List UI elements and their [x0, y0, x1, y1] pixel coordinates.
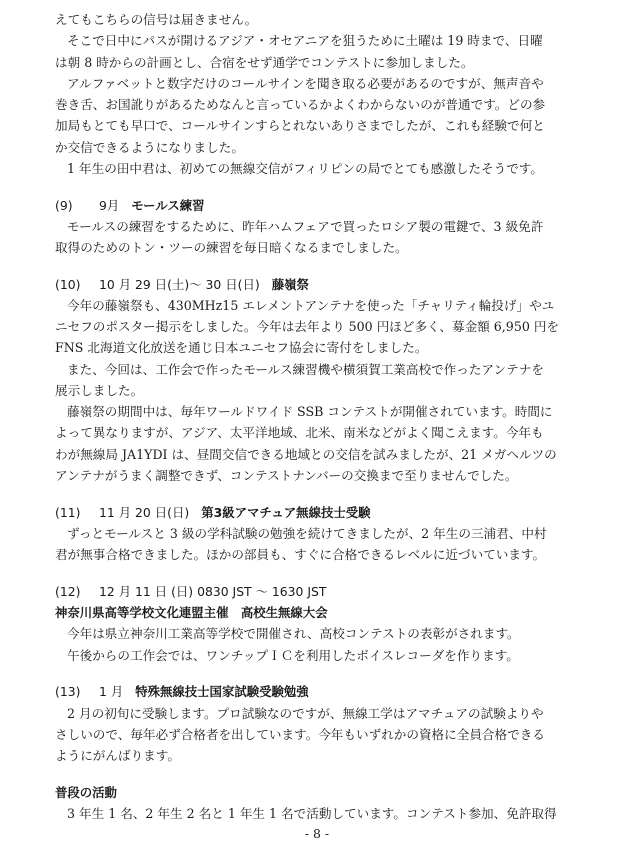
section-heading	[55, 276, 309, 292]
page-number: - 8 -	[304, 826, 330, 841]
body-line: 1 年生の田中君は、初めての無線交信がフィリピンの局でとても感激したそうです。	[67, 160, 543, 176]
section-date: 1 月	[99, 684, 124, 700]
section-heading	[55, 583, 338, 599]
section-subheading: 神奈川県高等学校文化連盟主催 高校生無線大会	[55, 605, 328, 621]
body-line: ニセフのポスター掲示をしました。今年は去年より 500 円ほど多く、募金額 6,950 円を	[55, 319, 560, 335]
body-line: ようにがんばります。	[55, 748, 180, 763]
body-line: ずっとモールスと 3 級の学科試験の勉強を続けてきましたが、2 年生の三浦君、中村	[67, 525, 547, 541]
body-line: 今年の藤嶺祭も、430MHz15 エレメントアンテナを使った「チャリティ輪投げ」やユ	[67, 297, 555, 313]
section-title: モールス練習	[131, 197, 205, 213]
body-line: 3 年生 1 名、2 年生 2 名と 1 年生 1 名で活動しています。コンテスト参加、免許取得	[67, 806, 557, 821]
body-line: 2 月の初旬に受験します。プロ試験なのですが、無線工学はアマチュアの試験よりや	[67, 705, 544, 721]
section-title: 藤嶺祭	[271, 276, 309, 292]
body-line: よって異なりますが、アジア、太平洋地域、北米、南米などがよく聞こえます。今年も	[55, 425, 544, 441]
body-line: 藤嶺祭の期間中は、毎年ワールドワイド SSB コンテストが開催されています。時間に	[67, 404, 553, 420]
section-number: (12)	[55, 583, 81, 599]
body-line: は朝 8 時からの計画とし、合宿をせず通学でコンテストに参加しました。	[55, 54, 474, 70]
body-line: FNS 北海道文化放送を通じ日本ユニセフ協会に寄付をしました。	[55, 340, 428, 356]
body-line: 巻き舌、お国訛りがあるためなんと言っているかよくわからないのが普通です。どの参	[55, 97, 546, 112]
body-line: 加局もとても早口で、コールサインすらとれないありさまでしたが、これも経験で何と	[55, 118, 545, 134]
body-line: か交信できるようになりました。	[55, 139, 244, 155]
section-number: (9)	[55, 197, 73, 213]
section-date: 9月	[99, 197, 120, 213]
body-line: そこで日中にパスが開けるアジア・オセアニアを狙うために土曜は 19 時まで、日曜	[67, 33, 543, 49]
section-date: 10 月 29 日(土)～ 30 日(日)	[99, 276, 260, 292]
section-title: 普段の活動	[55, 784, 117, 800]
section-date: 12 月 11 日 (日) 0830 JST ～ 1630 JST	[99, 583, 327, 599]
body-line: 展示しました。	[55, 382, 144, 398]
body-line: えてもこちらの信号は届きません。	[55, 12, 258, 27]
body-line: 午後からの工作会では、ワンチップＩＣを利用したボイスレコーダを作ります。	[67, 647, 519, 663]
body-line: アルファベットと数字だけのコールサインを聞き取る必要があるのですが、無声音や	[67, 75, 544, 91]
body-line: 今年は県立神奈川工業高等学校で開催され、高校コンテストの表彰がされます。	[67, 626, 520, 642]
body-line: 取得のためのトン・ツーの練習を毎日暗くなるまでしました。	[55, 240, 408, 255]
section-heading	[55, 197, 205, 213]
body-line: また、今回は、工作会で作ったモールス練習機や横須賀工業高校で作ったアンテナを	[67, 361, 544, 377]
section-heading	[55, 686, 309, 698]
section-number: (13)	[55, 684, 81, 700]
body-line: 君が無事合格できました。ほかの部員も、すぐに合格できるレベルに近づいています。	[55, 547, 546, 563]
body-line: モールスの練習をするために、昨年ハムフェアで買ったロシア製の電鍵で、3 級免許	[67, 218, 544, 234]
body-line: さしいので、毎年必ず合格者を出しています。今年もいずれかの資格に全員合格できる	[55, 726, 545, 742]
section-date: 11 月 20 日(日)	[99, 504, 190, 520]
section-title: 特殊無線技士国家試験受験勉強	[135, 684, 309, 700]
section-heading	[55, 784, 117, 800]
section-title: 第3級アマチュア無線技士受験	[201, 504, 371, 520]
section-heading	[55, 504, 371, 520]
section-number: (11)	[55, 504, 81, 520]
body-line: アンテナがうまく調整できず、コンテストナンバーの交換まで至りませんでした。	[55, 467, 518, 483]
body-line: わが無線局 JA1YDI は、昼間交信できる地域との交信を試みましたが、21 メガヘルツの	[55, 446, 557, 462]
section-number: (10)	[55, 276, 81, 292]
